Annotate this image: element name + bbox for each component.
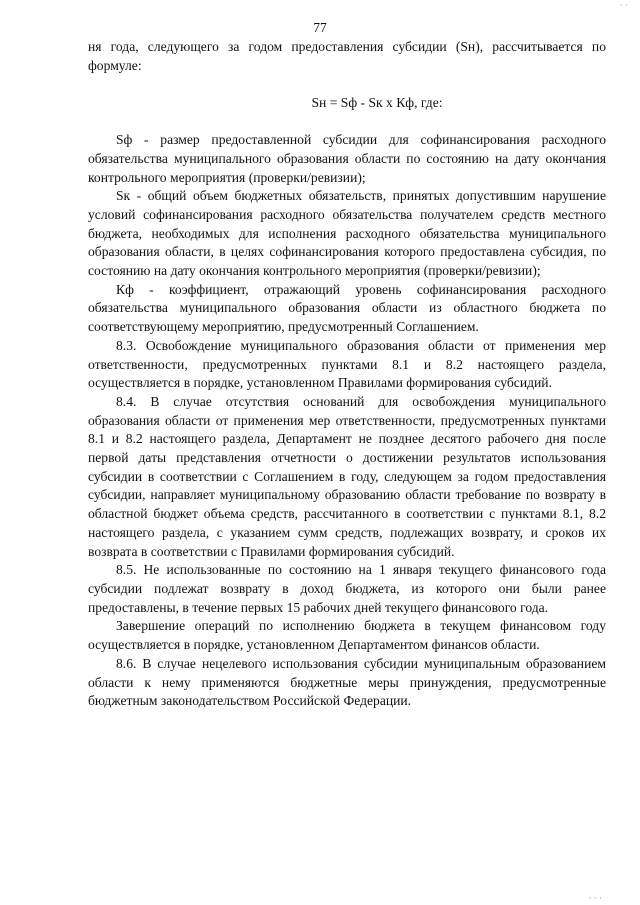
paragraph-sf-definition: Sф - размер предоставленной субсидии для софинансирования расходного обязательства муниципального образования области по состоянию на дату окончания контрольного мероприятия (проверки/ревизии); (88, 132, 606, 185)
paragraph-8-5: 8.5. Не использованные по состоянию на 1 января текущего финансового года субсидии подлежат возврату в доход бюджета, из которого они были ранее предоставлены, в течение первых 15 рабочих дней текущего финансового года. (88, 562, 606, 615)
paragraph-budget-completion: Завершение операций по исполнению бюджета в текущем финансовом году осуществляется в порядке, установленном Департаментом финансов области. (88, 618, 606, 653)
paragraph-sk-definition: Sк - общий объем бюджетных обязательств, принятых допустившим нарушение условий софинансирования расходного обязательства получателем средств местного бюджета, необходимых для исполнения расходного обязательства муниципального образования области, в целях софинансирования которого предоставлена субсидия, по состоянию на дату окончания контрольного мероприятия (проверки/ревизии); (88, 188, 606, 279)
formula: Sн = Sф - Sк x Кф, где: (311, 95, 443, 111)
page-number: 77 (313, 20, 327, 35)
scan-artifact-top: · · (619, 0, 628, 10)
paragraph-8-6: 8.6. В случае нецелевого использования субсидии муниципальным образованием области к нему применяются бюджетные меры принуждения, предусмотренные бюджетным законодательством Российской Федерации. (88, 655, 606, 709)
paragraph-8-3: 8.3. Освобождение муниципального образования области от применения мер ответственности, предусмотренных пунктами 8.1 и 8.2 настоящего раздела, осуществляется в порядке, установленном Правилами формирования субсидий. (88, 337, 606, 391)
document-body (88, 38, 606, 711)
paragraph-kf-definition: Кф - коэффициент, отражающий уровень софинансирования расходного обязательства муниципального образования области из областного бюджета по соответствующему мероприятию, предусмотренный Соглашением. (88, 281, 606, 335)
paragraph-formula-intro: ня года, следующего за годом предоставления субсидии (Sн), рассчитывается по формуле: (88, 39, 606, 73)
paragraph-8-4: 8.4. В случае отсутствия оснований для освобождения муниципального образования области от применения мер ответственности, предусмотренных пунктами 8.1 и 8.2 настоящего раздела, Департамент не позднее десятого рабочего дня после первой даты представления отчетности о достижении результатов использования субсидии в соответствии с Соглашением в году, следующем за годом предоставления субсидии, направляет муниципальному образованию области требование по возврату в областной бюджет объема средств, рассчитанного в соответствии с пунктами 8.1, 8.2 настоящего раздела, с указанием сумм средств, подлежащих возврату, и сроков их возврата в соответствии с Правилами формирования субсидий. (88, 393, 606, 559)
scan-artifact-bottom: · · · (588, 893, 602, 903)
